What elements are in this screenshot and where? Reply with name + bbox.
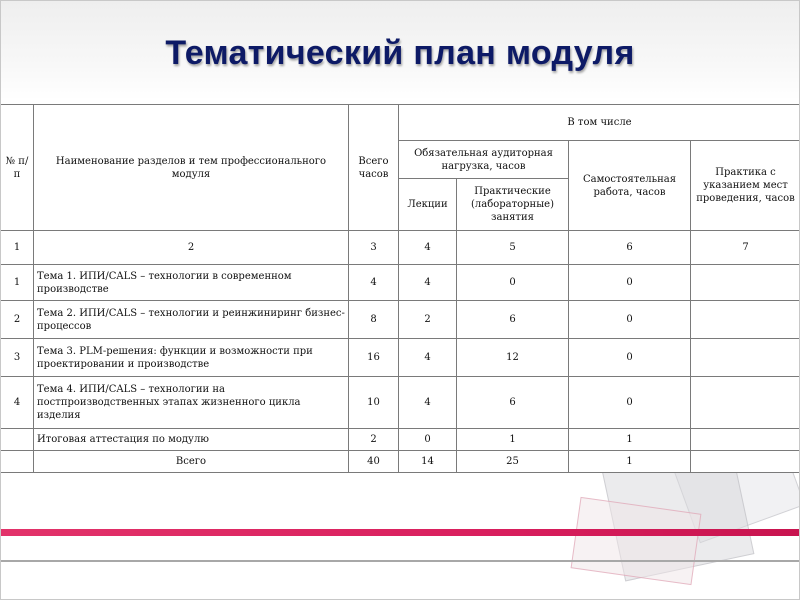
slide-title: Тематический план модуля xyxy=(165,34,635,72)
totals-label: Всего xyxy=(34,451,349,473)
totals-total: 40 xyxy=(349,451,399,473)
header-mandatory: Обязательная аудиторная нагрузка, часов xyxy=(399,141,569,179)
row-independent: 0 xyxy=(569,265,691,301)
row-lectures: 2 xyxy=(399,301,457,339)
header-name: Наименование разделов и тем профессионального модуля xyxy=(34,105,349,231)
index-cell: 2 xyxy=(34,231,349,265)
row-independent: 0 xyxy=(569,377,691,429)
row-practical: 1 xyxy=(457,429,569,451)
index-cell: 5 xyxy=(457,231,569,265)
totals-lectures: 14 xyxy=(399,451,457,473)
row-name: Тема 4. ИПИ/CALS – технологии на постпроизводственных этапах жизненного цикла изделия xyxy=(34,377,349,429)
row-name: Тема 1. ИПИ/CALS – технологии в современном производстве xyxy=(34,265,349,301)
header-practice: Практика с указанием мест проведения, часов xyxy=(691,141,800,231)
row-total: 8 xyxy=(349,301,399,339)
header-practical: Практические (лабораторные) занятия xyxy=(457,179,569,231)
index-cell: 3 xyxy=(349,231,399,265)
row-lectures: 4 xyxy=(399,265,457,301)
row-num: 3 xyxy=(1,339,34,377)
totals-practical: 25 xyxy=(457,451,569,473)
row-total: 10 xyxy=(349,377,399,429)
totals-independent: 1 xyxy=(569,451,691,473)
row-name: Тема 2. ИПИ/CALS – технологии и реинжиниринг бизнес-процессов xyxy=(34,301,349,339)
row-independent: 1 xyxy=(569,429,691,451)
row-practical: 6 xyxy=(457,377,569,429)
row-total: 4 xyxy=(349,265,399,301)
row-num: 2 xyxy=(1,301,34,339)
header-independent: Самостоятельная работа, часов xyxy=(569,141,691,231)
index-cell: 4 xyxy=(399,231,457,265)
row-name: Тема 3. PLM-решения: функции и возможности при проектировании и производстве xyxy=(34,339,349,377)
index-cell: 6 xyxy=(569,231,691,265)
index-cell: 7 xyxy=(691,231,800,265)
row-practical: 6 xyxy=(457,301,569,339)
index-cell: 1 xyxy=(1,231,34,265)
row-num: 4 xyxy=(1,377,34,429)
row-independent: 0 xyxy=(569,339,691,377)
row-practical: 0 xyxy=(457,265,569,301)
row-independent: 0 xyxy=(569,301,691,339)
row-lectures: 4 xyxy=(399,339,457,377)
row-practical: 12 xyxy=(457,339,569,377)
header-total: Всего часов xyxy=(349,105,399,231)
row-lectures: 0 xyxy=(399,429,457,451)
row-lectures: 4 xyxy=(399,377,457,429)
header-num: № п/п xyxy=(1,105,34,231)
row-name: Итоговая аттестация по модулю xyxy=(34,429,349,451)
row-total: 16 xyxy=(349,339,399,377)
header-lectures: Лекции xyxy=(399,179,457,231)
row-num: 1 xyxy=(1,265,34,301)
header-including: В том числе xyxy=(399,105,800,141)
row-total: 2 xyxy=(349,429,399,451)
